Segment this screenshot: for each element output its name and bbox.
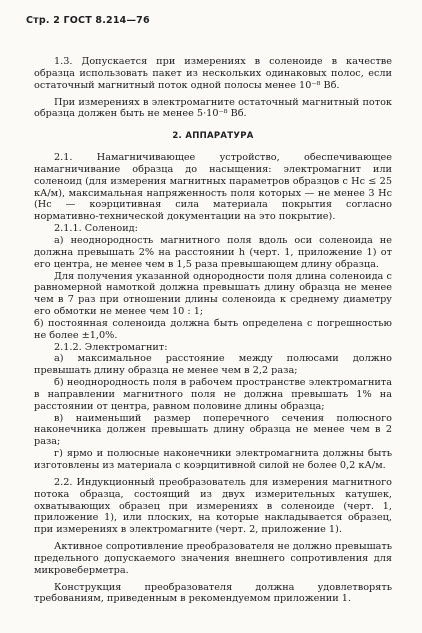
document-body xyxy=(34,56,392,605)
paragraph-resistance: Активное сопротивление преобразователя не должно превышать предельного допускаемого значения внешнего сопротивления для микровеберметра. xyxy=(34,541,392,576)
paragraph-2-1-2-c: в) наименьший размер поперечного сечения полюсного наконечника должен превышать длину образца не менее чем в 2 раза; xyxy=(34,412,392,448)
paragraph-2-1-1-b: б) постоянная соленоида должна быть определена с погрешностью не более ±1,0%. xyxy=(34,317,392,341)
paragraph-2-1-2-d: г) ярмо и полюсные наконечники электромагнита должны быть изготовлены из материала с коэрцитивной силой не более 0,2 кА/м. xyxy=(34,448,392,471)
section-heading-apparatus: 2. АППАРАТУРА xyxy=(172,131,254,142)
paragraph-2-1-2-b: б) неоднородность поля в рабочем пространстве электромагнита в направлении магнитного поля не должна превышать 1% на расстоянии от центра, равном половине длины образца; xyxy=(34,377,392,412)
page-header: Стр. 2 ГОСТ 8.214—76 xyxy=(26,15,150,26)
paragraph-2-1-2: 2.1.2. Электромагнит: xyxy=(54,341,168,353)
paragraph-construction: Конструкция преобразователя должна удовлетворять требованиям, приведенным в рекомендуемом приложении 1. xyxy=(34,581,392,605)
paragraph-electromagnet-flux: При измерениях в электромагните остаточный магнитный поток образца должен быть не менее 5·10⁻⁸ Вб. xyxy=(34,96,392,120)
paragraph-2-1: 2.1. Намагничивающее устройство, обеспечивающее намагничивание образца до насыщения: электромагнит или соленоид (для измерения магнитных параметров образцов с Hc ≤ 25 кА/м), максимальная напряженность поля которых — не менее 3 Hc (Hc — коэрцитивная сила материала покрытия согласно нормативно-технической документации на это покрытие). xyxy=(34,152,392,223)
paragraph-solenoid-uniformity: Для получения указанной однородности поля длина соленоида с равномерной намоткой должна превышать длину образца не менее чем в 7 раз при отношении длины соленоида к среднему диаметру его обмотки не менее чем 10 : 1; xyxy=(34,270,392,318)
paragraph-2-1-1-a: а) неоднородность магнитного поля вдоль оси соленоида не должна превышать 2% на расстоянии h (черт. 1, приложение 1) от его центра, не менее чем в 1,5 раза превышающем длину образца. xyxy=(34,234,392,270)
paragraph-2-1-1: 2.1.1. Соленоид: xyxy=(54,223,138,235)
paragraph-2-1-2-a: а) максимальное расстояние между полюсами должно превышать длину образца не менее чем в 2,2 раза; xyxy=(34,353,392,377)
paragraph-2-2: 2.2. Индукционный преобразователь для измерения магнитного потока образца, состоящий из двух измерительных катушек, охватывающих образец при измерениях в соленоиде (черт. 1, приложение 1), или плоских, на которые накладывается образец, при измерениях в электромагните (черт. 2, приложение 1). xyxy=(34,476,392,536)
paragraph-1-3: 1.3. Допускается при измерениях в соленоиде в качестве образца использовать пакет из нескольких одинаковых полос, если остаточный магнитный поток одной полосы менее 10⁻⁸ Вб. xyxy=(34,56,392,91)
